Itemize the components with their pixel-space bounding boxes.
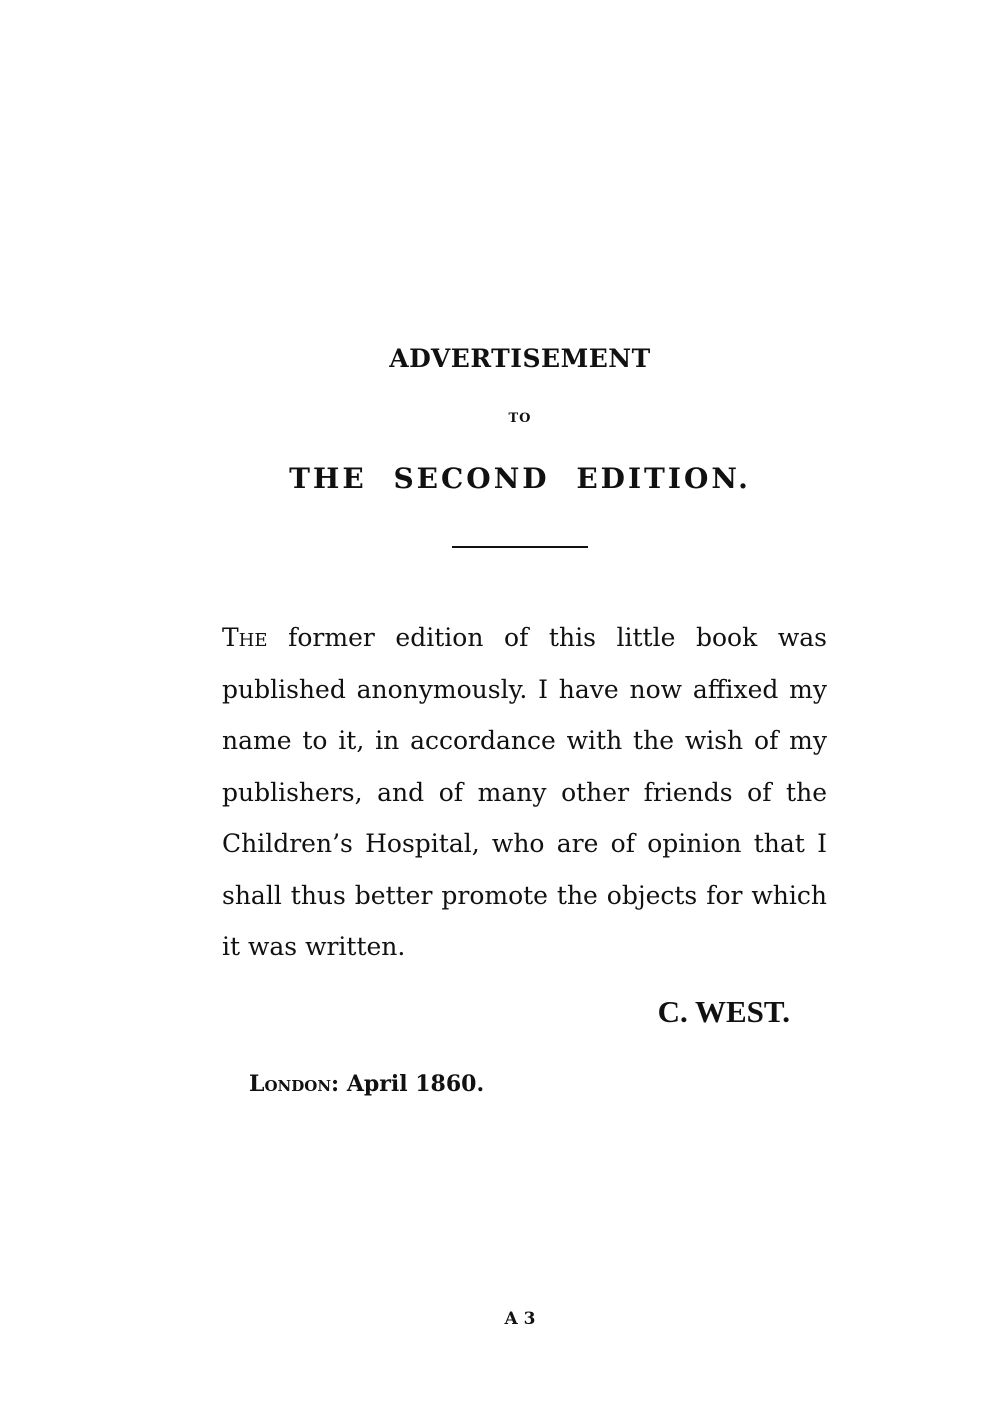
body-paragraph: [222, 612, 827, 973]
dateline-date: April 1860.: [346, 1071, 485, 1097]
dateline-separator: :: [331, 1071, 347, 1097]
author-signature: C. WEST.: [657, 994, 790, 1029]
advertisement-title: ADVERTISEMENT: [389, 344, 651, 373]
printer-signature-mark: A 3: [504, 1309, 536, 1329]
edition-heading: THE SECOND EDITION.: [289, 462, 751, 495]
heading-to: TO: [508, 411, 532, 426]
lead-word: The: [222, 623, 268, 652]
dateline-place: London: [249, 1071, 332, 1097]
body-text: former edition of this little book was published anonymously. I have now affixed my name to it, in accordance with the wish of my publishers, and of many other friends of the Children’s Hospital, who are of opinion that I shall thus better promote the objects for which it was written.: [222, 623, 827, 961]
dateline: [249, 1071, 484, 1097]
divider-rule: [452, 546, 588, 548]
